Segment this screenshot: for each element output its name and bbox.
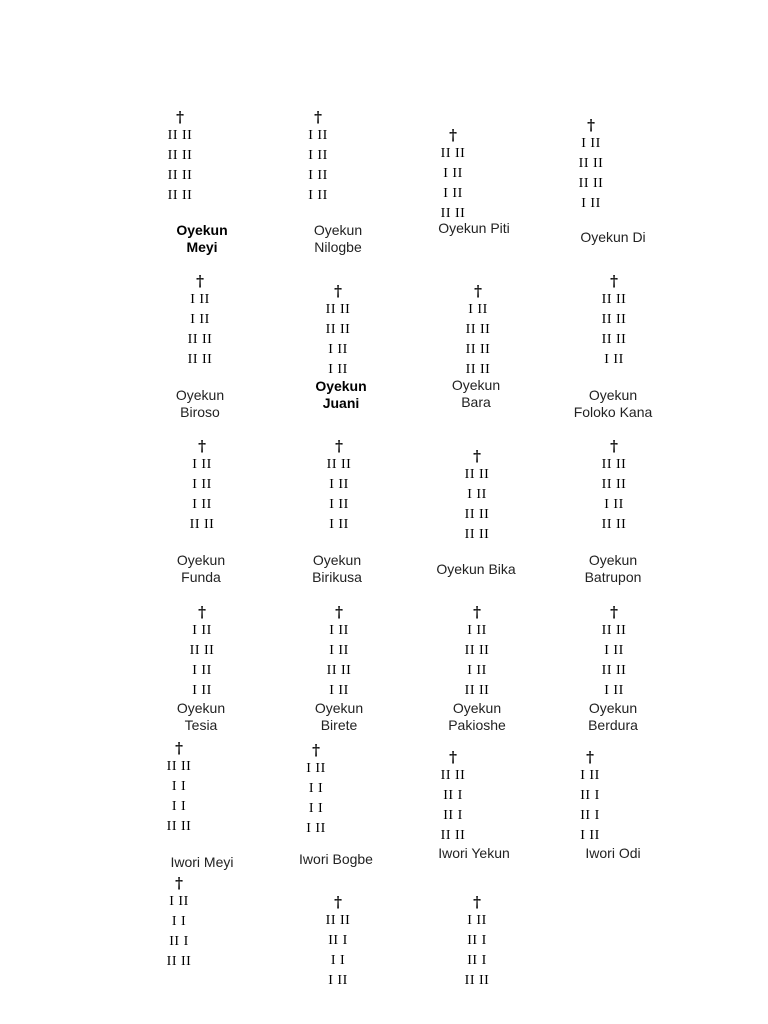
- mark-line: I II: [443, 186, 463, 201]
- sign-label-line: Juani: [322, 395, 360, 411]
- sign-marks: [546, 134, 636, 214]
- sign-marks: [157, 621, 247, 701]
- sign-oyekun-batrupon: [569, 437, 659, 535]
- sign-label-line: Funda: [181, 569, 221, 585]
- mark-line: II II: [601, 312, 627, 327]
- sign-label-line: Oyekun Di: [580, 229, 646, 245]
- mark-line: II II: [167, 168, 193, 183]
- sign-marks: [432, 911, 522, 991]
- sign-marks: [134, 892, 224, 972]
- sign-label-line: Oyekun: [175, 387, 225, 403]
- sign-label-line: Oyekun: [176, 700, 226, 716]
- mark-line: II II: [187, 352, 213, 367]
- sign-marks: [157, 455, 247, 535]
- cross-icon: †: [196, 272, 204, 290]
- mark-line: II II: [464, 507, 490, 522]
- mark-line: II I: [467, 933, 487, 948]
- mark-line: I I: [308, 801, 324, 816]
- sign-marks: [294, 621, 384, 701]
- mark-line: II II: [601, 663, 627, 678]
- cross-icon: †: [334, 282, 342, 300]
- mark-line: I II: [329, 643, 349, 658]
- cross-icon: †: [314, 108, 322, 126]
- cross-icon: †: [587, 116, 595, 134]
- sign-oyekun-berdura: [569, 603, 659, 701]
- cross-icon: †: [610, 437, 618, 455]
- sign-marks: [408, 766, 498, 846]
- mark-line: I II: [604, 352, 624, 367]
- cross-icon: †: [610, 272, 618, 290]
- cross-icon: †: [449, 126, 457, 144]
- mark-line: I II: [329, 517, 349, 532]
- sign-label-line: Oyekun: [588, 387, 638, 403]
- mark-line: I II: [581, 136, 601, 151]
- sign-label: [409, 220, 539, 237]
- sign-marks: [432, 465, 522, 545]
- sign-marks: [545, 766, 635, 846]
- sign-label-line: Meyi: [186, 239, 218, 255]
- mark-line: I II: [192, 623, 212, 638]
- mark-line: II II: [189, 643, 215, 658]
- mark-line: I I: [308, 781, 324, 796]
- mark-line: II I: [169, 934, 189, 949]
- sign-sign-23: [293, 893, 383, 991]
- mark-line: I II: [443, 166, 463, 181]
- mark-line: I II: [580, 768, 600, 783]
- sign-label-line: Birete: [320, 717, 358, 733]
- sign-label: [548, 387, 678, 421]
- mark-line: I II: [306, 761, 326, 776]
- sign-marks: [271, 759, 361, 839]
- mark-line: I II: [328, 362, 348, 377]
- sign-marks: [155, 290, 245, 370]
- mark-line: II II: [326, 663, 352, 678]
- mark-line: I I: [330, 953, 346, 968]
- sign-marks: [293, 911, 383, 991]
- sign-label-line: Oyekun Bika: [436, 561, 516, 577]
- sign-label: [411, 377, 541, 411]
- mark-line: I II: [468, 302, 488, 317]
- mark-line: II II: [464, 467, 490, 482]
- mark-line: I II: [329, 477, 349, 492]
- mark-line: II II: [601, 477, 627, 492]
- sign-label-line: Oyekun: [588, 700, 638, 716]
- mark-line: I II: [192, 497, 212, 512]
- mark-line: II II: [187, 332, 213, 347]
- mark-line: I II: [190, 292, 210, 307]
- cross-icon: †: [198, 603, 206, 621]
- mark-line: II II: [440, 768, 466, 783]
- mark-line: I II: [308, 168, 328, 183]
- sign-oyekun-funda: [157, 437, 247, 535]
- mark-line: I II: [467, 487, 487, 502]
- sign-label: [412, 700, 542, 734]
- cross-icon: †: [335, 437, 343, 455]
- sign-marks: [408, 144, 498, 224]
- sign-sign-22: [134, 874, 224, 972]
- sign-label-line: Iwori Yekun: [438, 845, 510, 861]
- cross-icon: †: [449, 748, 457, 766]
- sign-label-line: Birikusa: [312, 569, 362, 585]
- sign-label: [548, 229, 678, 246]
- mark-line: I II: [192, 683, 212, 698]
- cross-icon: †: [175, 874, 183, 892]
- cross-icon: †: [198, 437, 206, 455]
- mark-line: II II: [601, 457, 627, 472]
- mark-line: II II: [601, 292, 627, 307]
- cross-icon: †: [473, 603, 481, 621]
- sign-label: [548, 552, 678, 586]
- sign-iwori-bogbe: [271, 741, 361, 839]
- sign-oyekun-birikusa: [294, 437, 384, 535]
- mark-line: II I: [443, 808, 463, 823]
- mark-line: II II: [464, 527, 490, 542]
- sign-label-line: Biroso: [180, 404, 220, 420]
- sign-iwori-yekun: [408, 748, 498, 846]
- sign-marks: [433, 300, 523, 380]
- mark-line: II I: [443, 788, 463, 803]
- sign-oyekun-juani: [293, 282, 383, 380]
- sign-label-line: Pakioshe: [448, 717, 506, 733]
- cross-icon: †: [610, 603, 618, 621]
- sign-label-line: Oyekun: [313, 222, 363, 238]
- mark-line: I II: [308, 128, 328, 143]
- mark-line: II II: [166, 819, 192, 834]
- sign-label: [136, 552, 266, 586]
- mark-line: I II: [328, 973, 348, 988]
- sign-marks: [293, 300, 383, 380]
- sign-label-line: Oyekun: [452, 700, 502, 716]
- mark-line: II II: [189, 517, 215, 532]
- sign-label: [272, 552, 402, 586]
- sign-label-line: Nilogbe: [314, 239, 362, 255]
- cross-icon: †: [176, 108, 184, 126]
- mark-line: II II: [465, 342, 491, 357]
- mark-line: II II: [167, 188, 193, 203]
- mark-line: II II: [601, 332, 627, 347]
- mark-line: II II: [167, 128, 193, 143]
- sign-iwori-meyi: [134, 739, 224, 837]
- cross-icon: †: [335, 603, 343, 621]
- mark-line: II I: [580, 788, 600, 803]
- mark-line: I II: [190, 312, 210, 327]
- cross-icon: †: [175, 739, 183, 757]
- sign-label-line: Oyekun: [176, 222, 228, 238]
- sign-oyekun-bika: [432, 447, 522, 545]
- sign-label-line: Bara: [461, 394, 491, 410]
- mark-line: I II: [604, 643, 624, 658]
- sign-marks: [135, 126, 225, 206]
- mark-line: II II: [578, 156, 604, 171]
- mark-line: II II: [464, 683, 490, 698]
- sign-oyekun-tesia: [157, 603, 247, 701]
- mark-line: I II: [329, 683, 349, 698]
- sign-marks: [569, 621, 659, 701]
- mark-line: II II: [440, 206, 466, 221]
- sign-label-line: Iwori Meyi: [170, 854, 234, 870]
- sign-marks: [134, 757, 224, 837]
- sign-label-line: Batrupon: [584, 569, 642, 585]
- mark-line: II II: [166, 759, 192, 774]
- mark-line: I II: [192, 477, 212, 492]
- cross-icon: †: [474, 282, 482, 300]
- mark-line: II I: [467, 953, 487, 968]
- sign-label-line: Oyekun: [312, 552, 362, 568]
- mark-line: I I: [171, 799, 187, 814]
- mark-line: II II: [601, 623, 627, 638]
- sign-oyekun-biroso: [155, 272, 245, 370]
- sign-oyekun-nilogbe: [273, 108, 363, 206]
- sign-oyekun-birete: [294, 603, 384, 701]
- mark-line: I II: [308, 188, 328, 203]
- mark-line: I II: [328, 342, 348, 357]
- mark-line: II II: [465, 322, 491, 337]
- mark-line: II II: [464, 643, 490, 658]
- sign-label: [273, 222, 403, 256]
- mark-line: II II: [440, 146, 466, 161]
- mark-line: I II: [467, 663, 487, 678]
- mark-line: I II: [604, 497, 624, 512]
- sign-sign-24: [432, 893, 522, 991]
- sign-label-line: Oyekun: [451, 377, 501, 393]
- mark-line: I II: [329, 497, 349, 512]
- mark-line: I II: [308, 148, 328, 163]
- sign-label-line: Oyekun: [588, 552, 638, 568]
- sign-label: [274, 700, 404, 734]
- mark-line: I II: [467, 623, 487, 638]
- mark-line: I II: [580, 828, 600, 843]
- sign-label: [135, 387, 265, 421]
- mark-line: I II: [192, 663, 212, 678]
- mark-line: II II: [325, 913, 351, 928]
- mark-line: I II: [604, 683, 624, 698]
- sign-oyekun-di: [546, 116, 636, 214]
- sign-label-line: Iwori Bogbe: [299, 851, 373, 867]
- mark-line: I II: [306, 821, 326, 836]
- sign-oyekun-piti: [408, 126, 498, 224]
- sign-label: [548, 845, 678, 862]
- sign-marks: [273, 126, 363, 206]
- sign-marks: [569, 290, 659, 370]
- sign-oyekun-foloko-kana: [569, 272, 659, 370]
- mark-line: I II: [329, 623, 349, 638]
- sign-label-line: Berdura: [588, 717, 638, 733]
- mark-line: I II: [169, 894, 189, 909]
- mark-line: II II: [601, 517, 627, 532]
- sign-label: [548, 700, 678, 734]
- sign-label-line: Oyekun: [314, 700, 364, 716]
- sign-label: [409, 845, 539, 862]
- sign-label-line: Iwori Odi: [585, 845, 641, 861]
- mark-line: II II: [167, 148, 193, 163]
- cross-icon: †: [473, 893, 481, 911]
- sign-label: [137, 222, 267, 256]
- mark-line: I I: [171, 779, 187, 794]
- mark-line: II II: [166, 954, 192, 969]
- mark-line: I II: [192, 457, 212, 472]
- cross-icon: †: [586, 748, 594, 766]
- mark-line: II II: [326, 457, 352, 472]
- sign-label-line: Foloko Kana: [573, 404, 653, 420]
- sign-label-line: Oyekun Piti: [438, 220, 510, 236]
- mark-line: II II: [325, 322, 351, 337]
- sign-oyekun-bara: [433, 282, 523, 380]
- mark-line: I II: [581, 196, 601, 211]
- sign-label: [411, 561, 541, 578]
- sign-marks: [569, 455, 659, 535]
- mark-line: II II: [325, 302, 351, 317]
- sign-iwori-odi: [545, 748, 635, 846]
- sign-oyekun-pakioshe: [432, 603, 522, 701]
- mark-line: I II: [467, 913, 487, 928]
- sign-label: [137, 854, 267, 871]
- sign-marks: [432, 621, 522, 701]
- sign-label-line: Tesia: [184, 717, 218, 733]
- sign-marks: [294, 455, 384, 535]
- mark-line: II I: [328, 933, 348, 948]
- mark-line: II II: [465, 362, 491, 377]
- mark-line: I I: [171, 914, 187, 929]
- cross-icon: †: [312, 741, 320, 759]
- sign-label-line: Oyekun: [315, 378, 367, 394]
- mark-line: II II: [578, 176, 604, 191]
- cross-icon: †: [473, 447, 481, 465]
- mark-line: II II: [464, 973, 490, 988]
- sign-label-line: Oyekun: [176, 552, 226, 568]
- mark-line: II II: [440, 828, 466, 843]
- sign-oyekun-meyi: [135, 108, 225, 206]
- sign-label: [276, 378, 406, 412]
- sign-label: [136, 700, 266, 734]
- cross-icon: †: [334, 893, 342, 911]
- sign-label: [271, 851, 401, 868]
- mark-line: II I: [580, 808, 600, 823]
